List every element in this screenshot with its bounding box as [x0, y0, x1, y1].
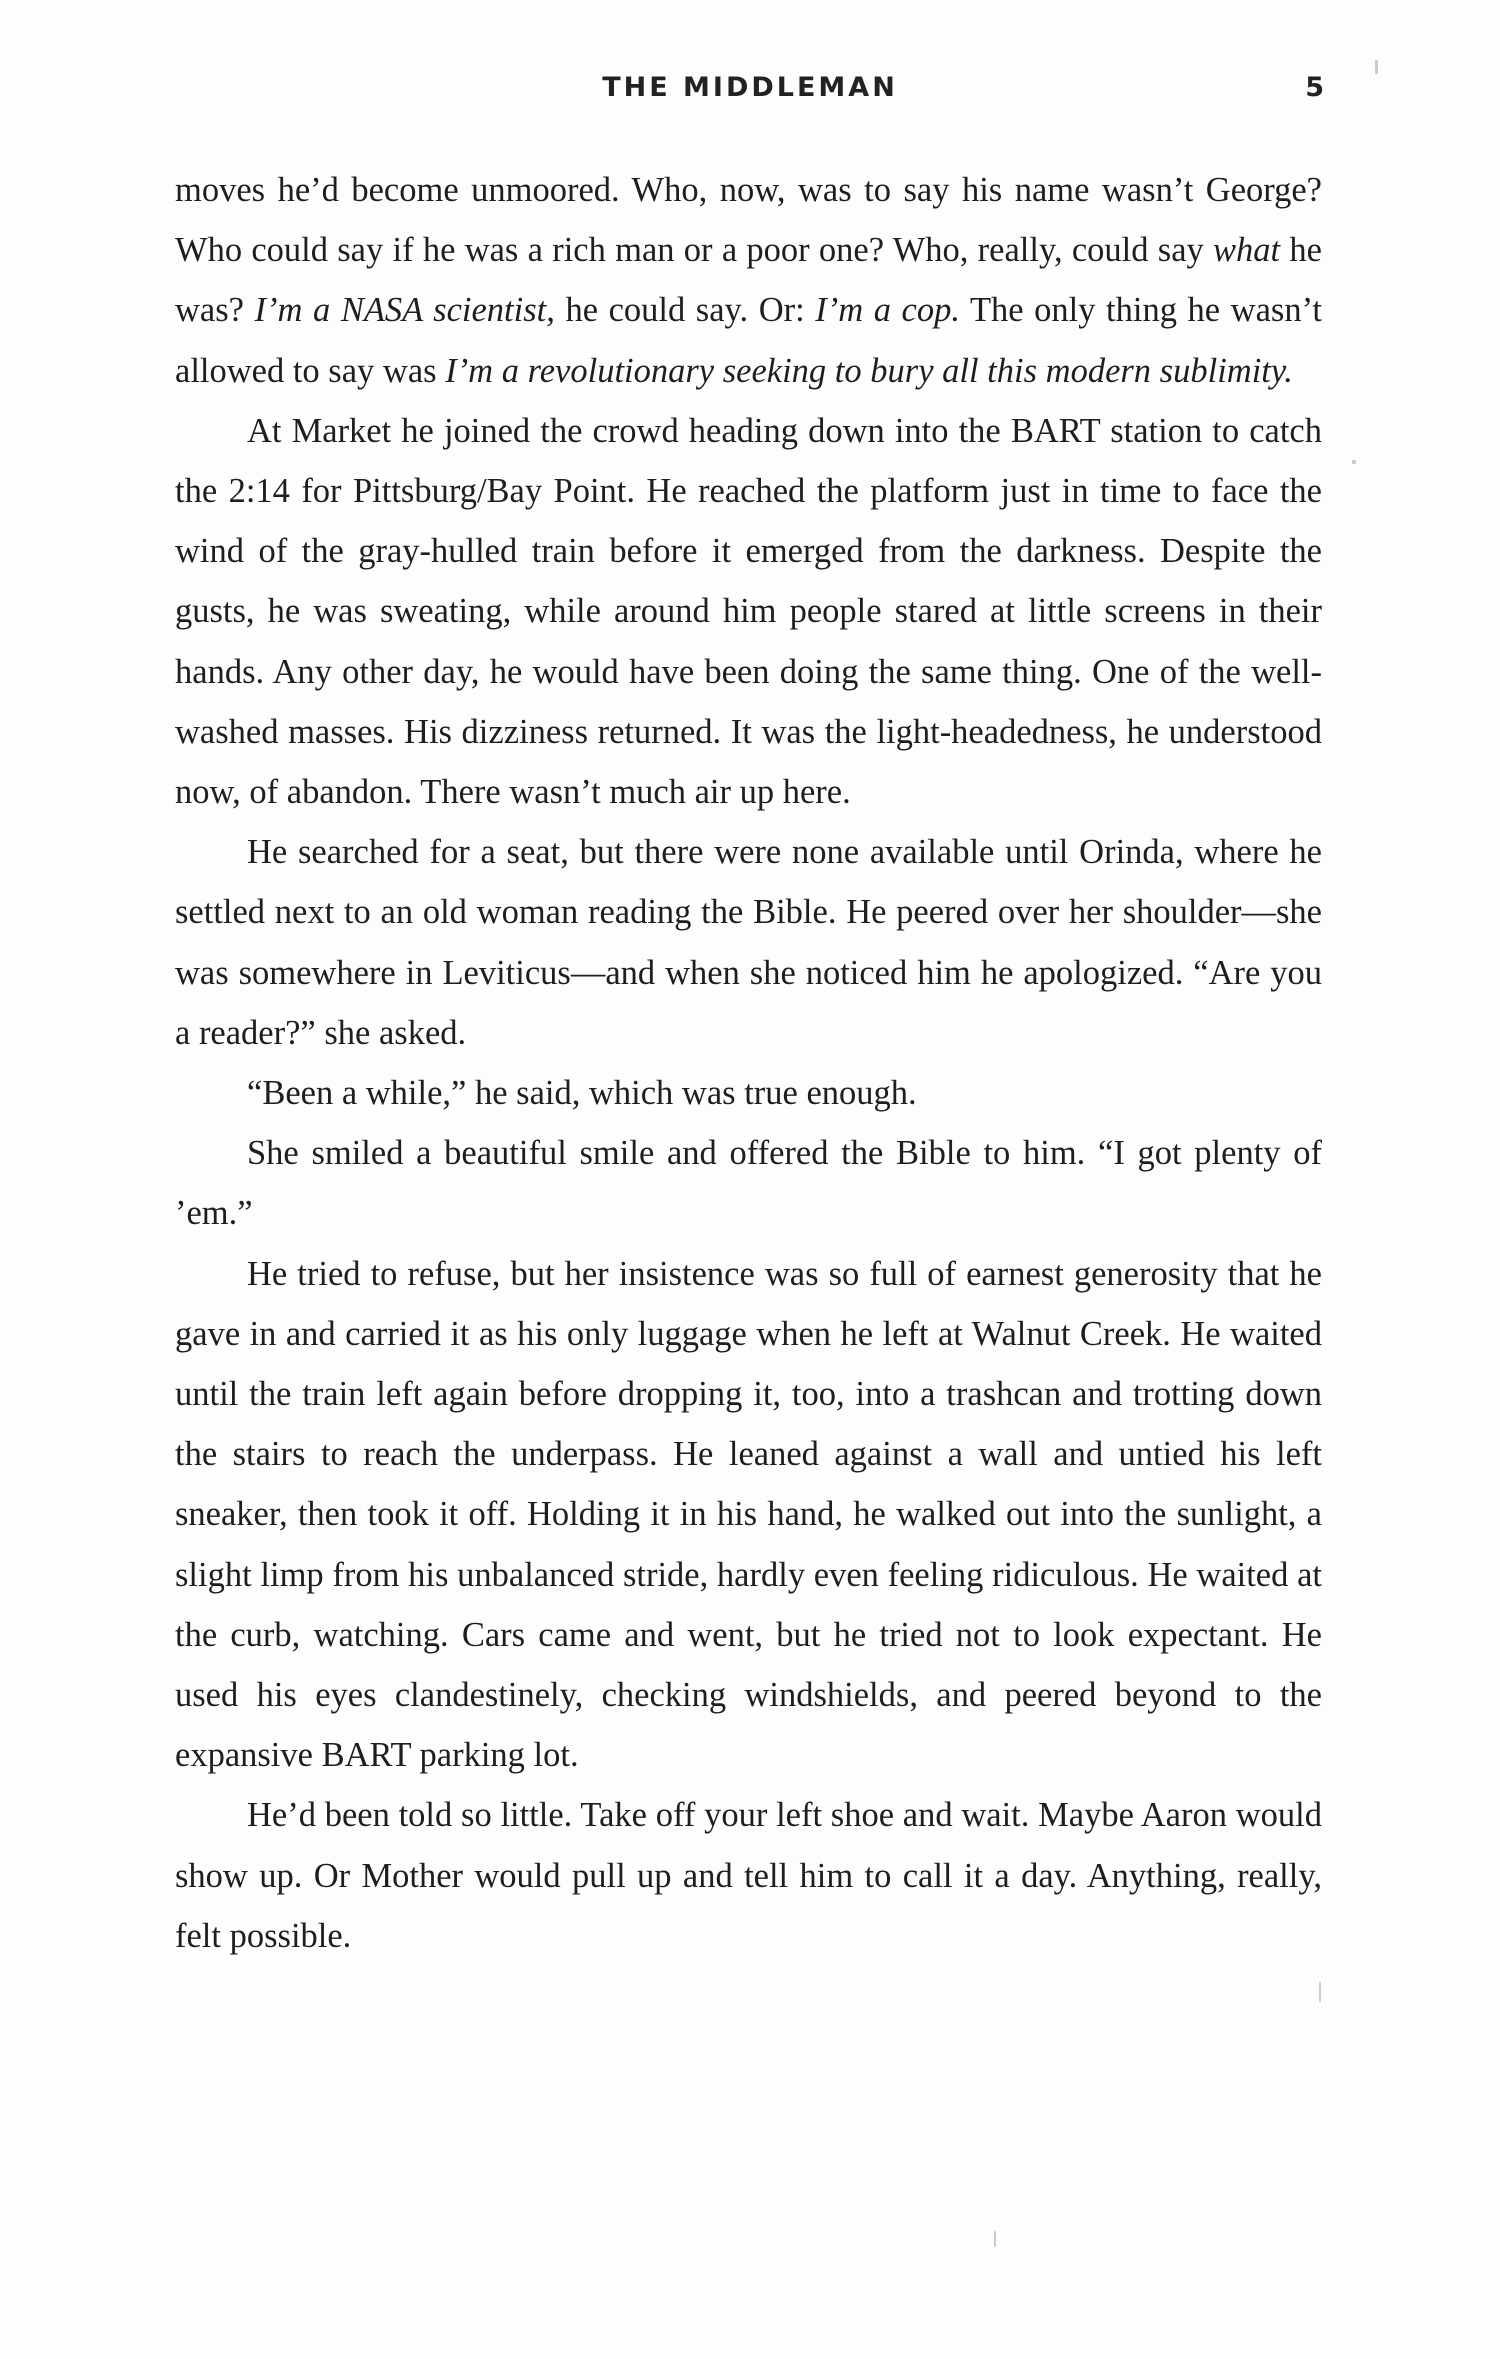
paragraph-7: He’d been told so little. Take off your left shoe and wait. Maybe Aaron would show up. Or Mother would pull up and tell him to call it a day. Anything, really, felt possible.: [175, 1796, 1322, 1955]
paragraph-3: He searched for a seat, but there were none available until Orinda, where he settled next to an old woman reading the Bible. He peered over her shoulder—she was somewhere in Leviticus—and when she noticed him he apologized. “Are you a reader?” she asked.: [175, 833, 1322, 1052]
paragraph-5: She smiled a beautiful smile and offered the Bible to him. “I got plenty of ’em.”: [175, 1134, 1322, 1233]
paragraph-4: “Been a while,” he said, which was true enough.: [247, 1074, 917, 1113]
italic-text: I’m a revolutionary seeking to bury all this modern sublimity.: [445, 351, 1293, 390]
text-run: The only thing he wasn’t allowed to say was: [175, 291, 1323, 390]
scan-speck: [1319, 1982, 1321, 2002]
scan-speck: [1352, 460, 1356, 464]
text-run: he could say. Or:: [554, 291, 816, 330]
italic-text: I’m a cop.: [815, 291, 960, 330]
text-run: he was?: [175, 231, 1322, 330]
paragraph-2: At Market he joined the crowd heading down into the BART station to catch the 2:14 for Pittsburg/Bay Point. He reached the platform just in time to face the wind of the gray-hulled train before it emerged from the darkness. Despite the gusts, he was sweating, while around him people stared at little screens in their hands. Any other day, he would have been doing the same thing. One of the well-washed masses. His dizziness returned. It was the light-headedness, he understood now, of abandon. There wasn’t much air up here.: [175, 411, 1322, 812]
scan-speck: [1375, 60, 1378, 74]
italic-text: what: [1213, 231, 1281, 270]
page-number: 5: [1305, 72, 1324, 103]
paragraph-1: [175, 160, 1322, 401]
running-head: [0, 72, 1500, 112]
scan-speck: [994, 2231, 996, 2247]
body-text: [175, 160, 1322, 1966]
italic-text: I’m a NASA scientist,: [254, 291, 555, 330]
paragraph-6: He tried to refuse, but her insistence was so full of earnest generosity that he gave in and carried it as his only luggage when he left at Walnut Creek. He waited until the train left again before dropping it, too, into a trashcan and trotting down the stairs to reach the underpass. He leaned against a wall and untied his left sneaker, then took it off. Holding it in his hand, he walked out into the sunlight, a slight limp from his unbalanced stride, hardly even feeling ridiculous. He waited at the curb, watching. Cars came and went, but he tried not to look expectant. He used his eyes clandestinely, checking windshields, and peered beyond to the expansive BART parking lot.: [175, 1254, 1322, 1775]
text-run: moves he’d become unmoored. Who, now, was to say his name wasn’t George? Who could say if he was a rich man or a poor one? Who, really, could say: [175, 171, 1322, 270]
book-title: THE MIDDLEMAN: [602, 72, 898, 103]
